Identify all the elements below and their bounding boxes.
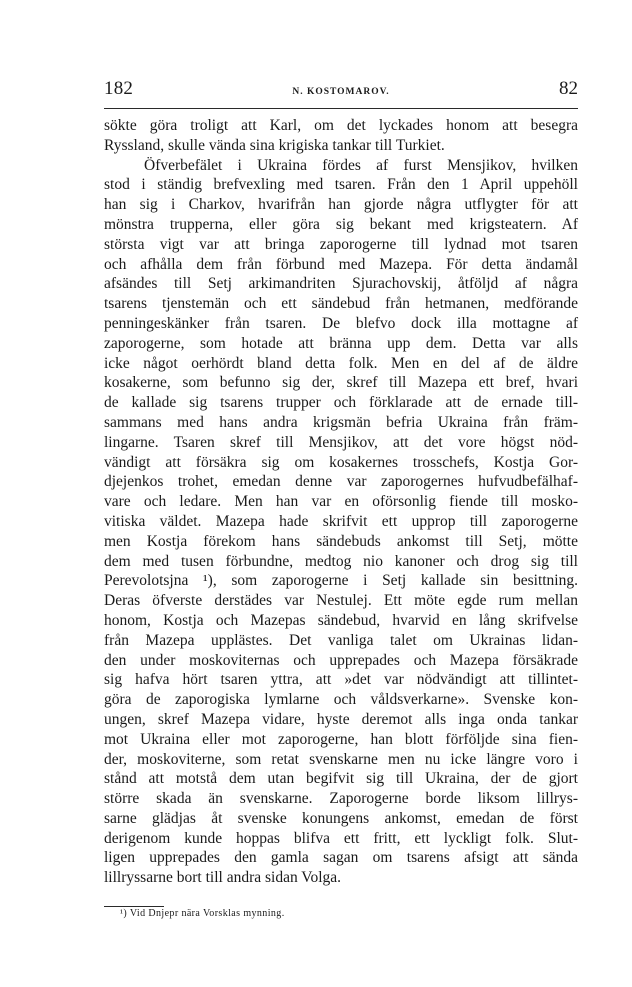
text-line: från Mazepa upplästes. Det vanliga talet om Ukrainas lidan-: [104, 631, 578, 649]
text-line: tsarens tjenstemän och ett sändebud från hetmanen, medförande: [104, 295, 578, 313]
text-line: mönstra trupperna, eller göra sig bekant med krigsteatern. Af: [104, 215, 578, 233]
text-line: större skada än svenskarne. Zaporogerne borde liksom lillrys-: [104, 790, 578, 808]
text-line: göra de zaporogiska lymlarne och våldsverkarne». Svenske kon-: [104, 691, 578, 709]
footnote-text: Vid Dnjepr nära Vorsklas mynning.: [129, 908, 285, 919]
text-line: de kallade sig tsarens trupper och förklarade att de ernade till-: [104, 394, 578, 412]
footnote-rule: [104, 906, 164, 907]
text-line: ligen upprepades den gamla sagan om tsarens afsigt att sända: [104, 849, 578, 867]
text-line: dem med tusen förbundne, medtog nio kanoner och drog sig till: [104, 552, 578, 570]
body-text: [104, 116, 578, 888]
text-line: vare och ledare. Men han var en oförsonlig fiende till mosko-: [104, 493, 578, 511]
text-line: sig hafva hört tsaren yttra, att »det var nödvändigt att tillintet-: [104, 671, 578, 689]
text-line: sarne glädjas åt svenske konungens ankomst, emedan de först: [104, 809, 578, 827]
text-line: största vigt var att bringa zaporogerne till lydnad mot tsaren: [104, 235, 578, 253]
text-line: djejenkos trohet, emedan denne var zaporogernes hufvudbefälhaf-: [104, 473, 578, 491]
text-line: lingarne. Tsaren skref till Mensjikov, att det vore högst nöd-: [104, 433, 578, 451]
text-line: honom, Kostja och Mazepas sändebud, hvarvid en lång skrifvelse: [104, 611, 578, 629]
text-line: mot Ukraina eller mot zaporogerne, han blott förföljde sina fien-: [104, 730, 578, 748]
text-line: sökte göra troligt att Karl, om det lyckades honom att besegra: [104, 117, 578, 134]
text-line: stod i ständig brefvexling med tsaren. Från den 1 April uppehöll: [104, 176, 578, 194]
footnote-marker: ¹): [120, 908, 128, 919]
text-line: den under moskoviternas och upprepades och Mazepa försäkrade: [104, 651, 578, 669]
text-line: kosakerne, som befunno sig der, skref till Mazepa ett bref, hvari: [104, 374, 578, 392]
text-line: vitiska väldet. Mazepa hade skrifvit ett upprop till zaporogerne: [104, 512, 578, 530]
text-line: icke något oerhördt bland detta folk. Men en del af de äldre: [104, 354, 578, 372]
text-line: lillryssarne bort till andra sidan Volga.: [104, 869, 342, 887]
running-head: N. KOSTOMAROV.: [292, 87, 390, 97]
text-line: Perevolotsjna ¹), som zaporogerne i Setj kallade sin besittning.: [104, 572, 578, 590]
text-line: derigenom kunde hoppas blifva ett fritt, ett lyckligt folk. Slut-: [104, 829, 578, 847]
page-header: [104, 78, 578, 108]
text-line: sammans med hans andra krigsmän befria Ukraina från främ-: [104, 413, 578, 431]
text-line: zaporogerne, som hotade att bränna upp dem. Detta var alls: [104, 334, 578, 352]
text-line: han sig i Charkov, hvarifrån han gjorde några utflygter för att: [104, 196, 578, 214]
page-number-right: 82: [559, 78, 578, 99]
header-rule: [104, 108, 578, 109]
page-number-left: 182: [104, 78, 134, 99]
text-line: Öfverbefälet i Ukraina fördes af furst Mensjikov, hvilken: [144, 156, 578, 174]
text-line: Ryssland, skulle vända sina krigiska tankar till Turkiet.: [104, 136, 445, 154]
footnote: [120, 908, 285, 919]
text-line: och afhålla dem från förbund med Mazepa. För detta ändamål: [104, 255, 578, 273]
text-line: vändigt att försäkra sig om kosakernes trosschefs, Kostja Gor-: [104, 453, 578, 471]
text-line: penningeskänker från tsaren. De blefvo dock illa mottagne af: [104, 314, 578, 332]
text-line: men Kostja förekom hans sändebuds ankomst till Setj, mötte: [104, 532, 578, 550]
text-line: Deras öfverste derstädes var Nestulej. Ett möte egde rum mellan: [104, 592, 578, 610]
text-line: afsändes till Setj arkimandriten Sjurachovskij, åtföljd af några: [104, 275, 578, 293]
text-line: ungen, skref Mazepa vidare, hyste deremot alls inga onda tankar: [104, 710, 578, 728]
text-line: der, moskoviterne, som retat svenskarne men nu icke längre voro i: [104, 750, 578, 768]
text-line: stånd att motstå dem utan begifvit sig till Ukraina, der de gjort: [104, 770, 578, 788]
